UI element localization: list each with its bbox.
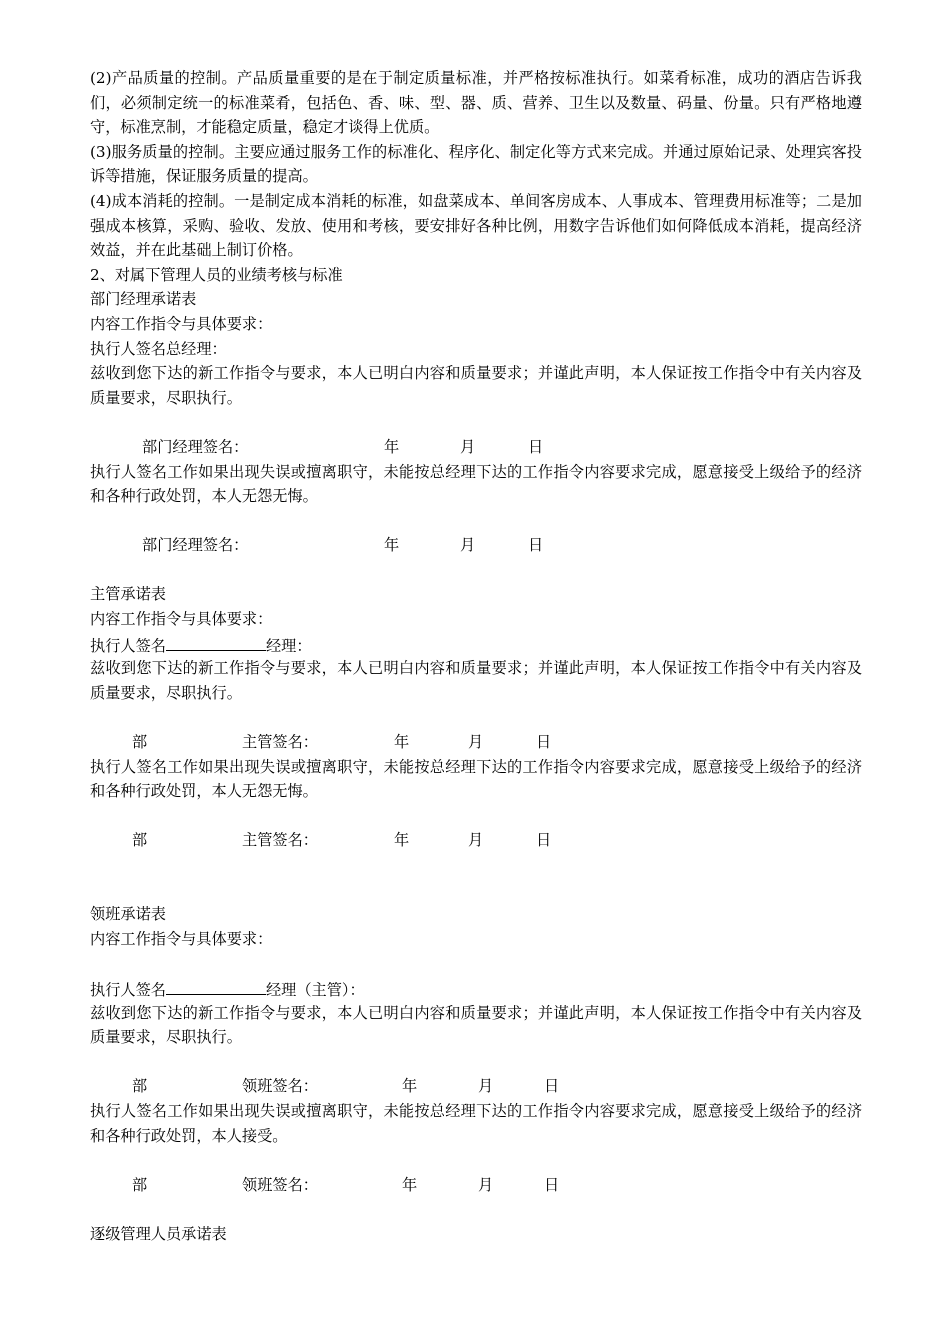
manager-sig-label-2: 部门经理签名： (142, 536, 249, 555)
signature-blank (166, 976, 266, 995)
leader-sig-year: 年 (402, 1077, 418, 1096)
manager-penalty: 执行人签名工作如果出现失误或擅离职守，未能按总经理下达的工作指令内容要求完成，愿意接受上级给予的经济和各种行政处罚，本人无怨无悔。 (90, 462, 862, 506)
leader-exec-prefix: 执行人签名 (90, 980, 166, 999)
paragraph-cost-control: (4)成本消耗的控制。一是制定成本消耗的标准，如盘菜成本、单间客房成本、人事成本、管理费用标准等；二是加强成本核算，采购、验收、发放、使用和考核，要安排好各种比例，用数字告诉他们如何降低成本消耗，提高经济效益，并在此基础上制订价格。 (90, 191, 862, 260)
supervisor-sig-label: 主管签名： (242, 733, 318, 752)
manager-sig-label: 部门经理签名： (142, 437, 249, 456)
supervisor-exec-prefix: 执行人签名 (90, 636, 166, 655)
manager-sig-day: 日 (528, 437, 544, 456)
leader-exec-suffix: 经理（主管）： (265, 980, 365, 999)
leader-signature-line-2 (90, 1173, 862, 1198)
supervisor-penalty: 执行人签名工作如果出现失误或擅离职守，未能按总经理下达的工作指令内容要求完成，愿意接受上级给予的经济和各种行政处罚，本人无怨无悔。 (90, 757, 862, 801)
supervisor-sig-month-2: 月 (468, 831, 484, 850)
leader-sig-label: 领班签名： (242, 1077, 318, 1096)
manager-sig-month-2: 月 (460, 536, 476, 555)
leader-form-title: 领班承诺表 (90, 905, 166, 924)
supervisor-signature-line (90, 730, 862, 755)
manager-sig-month: 月 (460, 437, 476, 456)
manager-sig-day-2: 日 (528, 536, 544, 555)
leader-sig-day-2: 日 (544, 1175, 560, 1194)
manager-form-title: 部门经理承诺表 (90, 290, 197, 309)
leader-sig-month: 月 (478, 1077, 494, 1096)
signature-blank (166, 632, 266, 651)
leader-signature-line (90, 1074, 862, 1099)
leader-content-label: 内容工作指令与具体要求： (90, 929, 273, 948)
leader-pledge: 兹收到您下达的新工作指令与要求，本人已明白内容和质量要求；并谨此声明，本人保证按工作指令中有关内容及质量要求，尽职执行。 (90, 1003, 862, 1047)
section-heading: 2、对属下管理人员的业绩考核与标准 (90, 265, 343, 284)
supervisor-pledge: 兹收到您下达的新工作指令与要求，本人已明白内容和质量要求；并谨此声明，本人保证按工作指令中有关内容及质量要求，尽职执行。 (90, 659, 862, 702)
manager-sig-year: 年 (384, 437, 400, 456)
supervisor-content-label: 内容工作指令与具体要求： (90, 610, 273, 629)
supervisor-exec-line (90, 632, 862, 657)
leader-sig-dept-2: 部 (132, 1175, 148, 1194)
leader-sig-year-2: 年 (402, 1175, 418, 1194)
paragraph-product-quality: (2)产品质量的控制。产品质量重要的是在于制定质量标准，并严格按标准执行。如菜肴标准，成功的酒店告诉我们，必须制定统一的标准菜肴，包括色、香、味、型、器、质、营养、卫生以及数量、码量、份量。只有严格地遵守，标准烹制，才能稳定质量，稳定才谈得上优质。 (90, 69, 862, 137)
leader-penalty: 执行人签名工作如果出现失误或擅离职守，未能按总经理下达的工作指令内容要求完成，愿意接受上级给予的经济和各种行政处罚，本人接受。 (90, 1101, 862, 1145)
supervisor-exec-suffix: 经理： (265, 636, 312, 655)
supervisor-sig-month: 月 (468, 733, 484, 752)
supervisor-sig-dept: 部 (132, 733, 148, 752)
manager-content-label: 内容工作指令与具体要求： (90, 314, 273, 333)
supervisor-sig-day: 日 (536, 733, 552, 752)
supervisor-sig-day-2: 日 (536, 831, 552, 850)
leader-sig-day: 日 (544, 1077, 560, 1096)
supervisor-sig-year: 年 (394, 733, 410, 752)
leader-sig-dept: 部 (132, 1077, 148, 1096)
supervisor-signature-line-2 (90, 828, 862, 853)
manager-exec-label: 执行人签名总经理： (90, 339, 227, 358)
leader-sig-month-2: 月 (478, 1175, 494, 1194)
leader-sig-label-2: 领班签名： (242, 1175, 318, 1194)
supervisor-form-title: 主管承诺表 (90, 585, 166, 604)
manager-pledge: 兹收到您下达的新工作指令与要求，本人已明白内容和质量要求；并谨此声明，本人保证按工作指令中有关内容及质量要求，尽职执行。 (90, 364, 862, 407)
supervisor-sig-dept-2: 部 (132, 831, 148, 850)
manager-signature-line (90, 435, 862, 460)
document-page (90, 66, 862, 1247)
leader-exec-line (90, 976, 862, 1001)
manager-sig-year-2: 年 (384, 536, 400, 555)
manager-signature-line-2 (90, 533, 862, 558)
paragraph-service-quality: (3)服务质量的控制。主要应通过服务工作的标准化、程序化、制定化等方式来完成。并通过原始记录、处理宾客投诉等措施，保证服务质量的提高。 (90, 142, 862, 186)
final-heading: 逐级管理人员承诺表 (90, 1224, 227, 1243)
supervisor-sig-year-2: 年 (394, 831, 410, 850)
supervisor-sig-label-2: 主管签名： (242, 831, 318, 850)
